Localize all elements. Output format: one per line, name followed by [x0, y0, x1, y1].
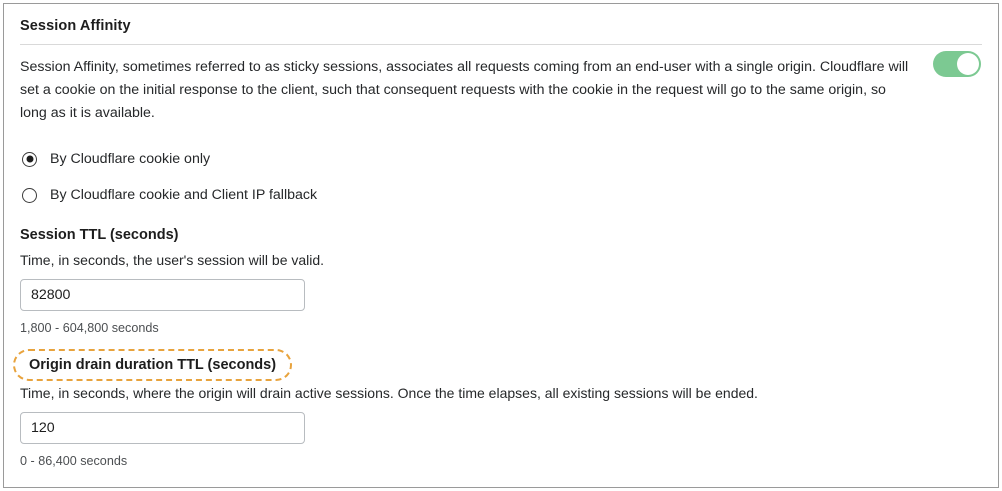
- radio-option-label: By Cloudflare cookie and Client IP fallback: [50, 187, 318, 203]
- origin-drain-ttl-input[interactable]: [20, 412, 305, 444]
- toggle-knob: [957, 53, 979, 75]
- session-affinity-panel: [3, 3, 999, 488]
- session-affinity-toggle[interactable]: [933, 51, 981, 77]
- session-ttl-help: Time, in seconds, the user's session will be valid.: [20, 252, 325, 268]
- radio-icon[interactable]: [22, 188, 37, 203]
- origin-drain-ttl-range-hint: 0 - 86,400 seconds: [20, 454, 128, 468]
- session-ttl-range-hint: 1,800 - 604,800 seconds: [20, 321, 159, 335]
- session-ttl-input[interactable]: [20, 279, 305, 311]
- title-divider: [20, 44, 982, 45]
- radio-option-cookie-only[interactable]: [20, 146, 982, 172]
- origin-drain-ttl-highlight: [20, 354, 285, 376]
- radio-option-cookie-and-ip[interactable]: [20, 182, 982, 208]
- page-title: Session Affinity: [20, 18, 131, 34]
- section-description: Session Affinity, sometimes referred to as sticky sessions, associates all requests coming from an end-user with a single origin. Cloudflare will set a cookie on the initial response to the client, such that consequent requests with the cookie in the request will go to the same origin, so long as it is available.: [20, 59, 909, 121]
- session-ttl-label: Session TTL (seconds): [20, 227, 179, 243]
- origin-drain-ttl-label: Origin drain duration TTL (seconds): [29, 357, 277, 373]
- origin-drain-ttl-help: Time, in seconds, where the origin will drain active sessions. Once the time elapses, all existing sessions will be ended.: [20, 385, 758, 401]
- radio-option-label: By Cloudflare cookie only: [50, 151, 211, 167]
- affinity-options-group: [20, 146, 982, 208]
- radio-icon[interactable]: [22, 152, 37, 167]
